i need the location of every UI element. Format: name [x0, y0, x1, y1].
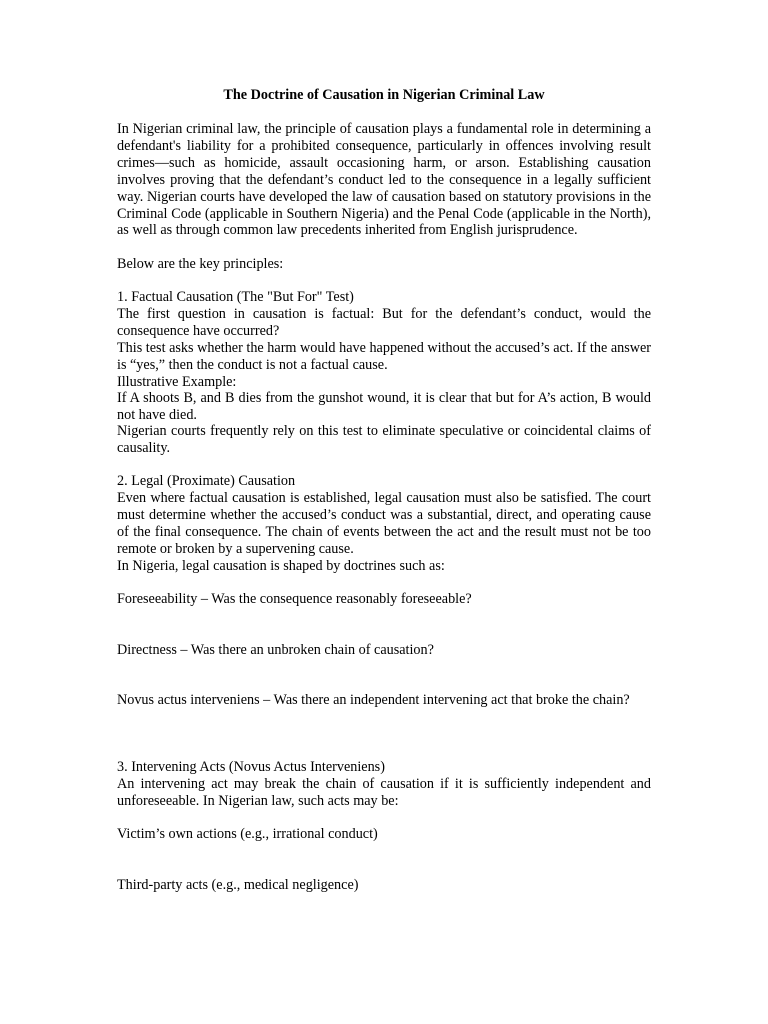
intervening-act-item: Victim’s own actions (e.g., irrational conduct)	[117, 826, 378, 842]
section1-example-label: Illustrative Example:	[117, 374, 237, 390]
section1-example: If A shoots B, and B dies from the gunshot wound, it is clear that but for A’s action, B would not have died.	[117, 390, 651, 423]
section1-heading: 1. Factual Causation (The "But For" Test)	[117, 289, 354, 305]
section1-paragraph-2: This test asks whether the harm would have happened without the accused’s act. If the answer is “yes,” then the conduct is not a factual cause.	[117, 340, 651, 373]
intervening-act-item: Third-party acts (e.g., medical negligence)	[117, 877, 359, 893]
section2-paragraph-2: In Nigeria, legal causation is shaped by doctrines such as:	[117, 558, 445, 574]
section1-paragraph-1: The first question in causation is factual: But for the defendant’s conduct, would the consequence have occurred?	[117, 306, 651, 339]
document-title: The Doctrine of Causation in Nigerian Criminal Law	[223, 87, 545, 103]
doctrine-item: Directness – Was there an unbroken chain of causation?	[117, 642, 434, 658]
section1-paragraph-3: Nigerian courts frequently rely on this test to eliminate speculative or coincidental claims of causality.	[117, 423, 651, 456]
doctrine-item: Foreseeability – Was the consequence reasonably foreseeable?	[117, 591, 472, 607]
section3-paragraph-1: An intervening act may break the chain of causation if it is sufficiently independent and unforeseeable. In Nigerian law, such acts may be:	[117, 776, 651, 809]
intro-paragraph: In Nigerian criminal law, the principle of causation plays a fundamental role in determining a defendant's liability for a prohibited consequence, particularly in offences involving result crimes—such as homicide, assault occasioning harm, or arson. Establishing causation involves proving that the defendant’s conduct led to the consequence in a legally sufficient way. Nigerian courts have developed the law of causation based on statutory provisions in the Criminal Code (applicable in Southern Nigeria) and the Penal Code (applicable in the North), as well as through common law precedents inherited from English jurisprudence.	[117, 121, 651, 239]
section2-paragraph-1: Even where factual causation is established, legal causation must also be satisfied. The court must determine whether the accused’s conduct was a substantial, direct, and operating cause of the final consequence. The chain of events between the act and the result must not be too remote or broken by a supervening cause.	[117, 490, 651, 557]
section3-heading: 3. Intervening Acts (Novus Actus Interveniens)	[117, 759, 385, 775]
section2-heading: 2. Legal (Proximate) Causation	[117, 473, 296, 489]
intro-lead: Below are the key principles:	[117, 256, 284, 272]
doctrine-item: Novus actus interveniens – Was there an independent intervening act that broke the chain?	[117, 692, 630, 708]
